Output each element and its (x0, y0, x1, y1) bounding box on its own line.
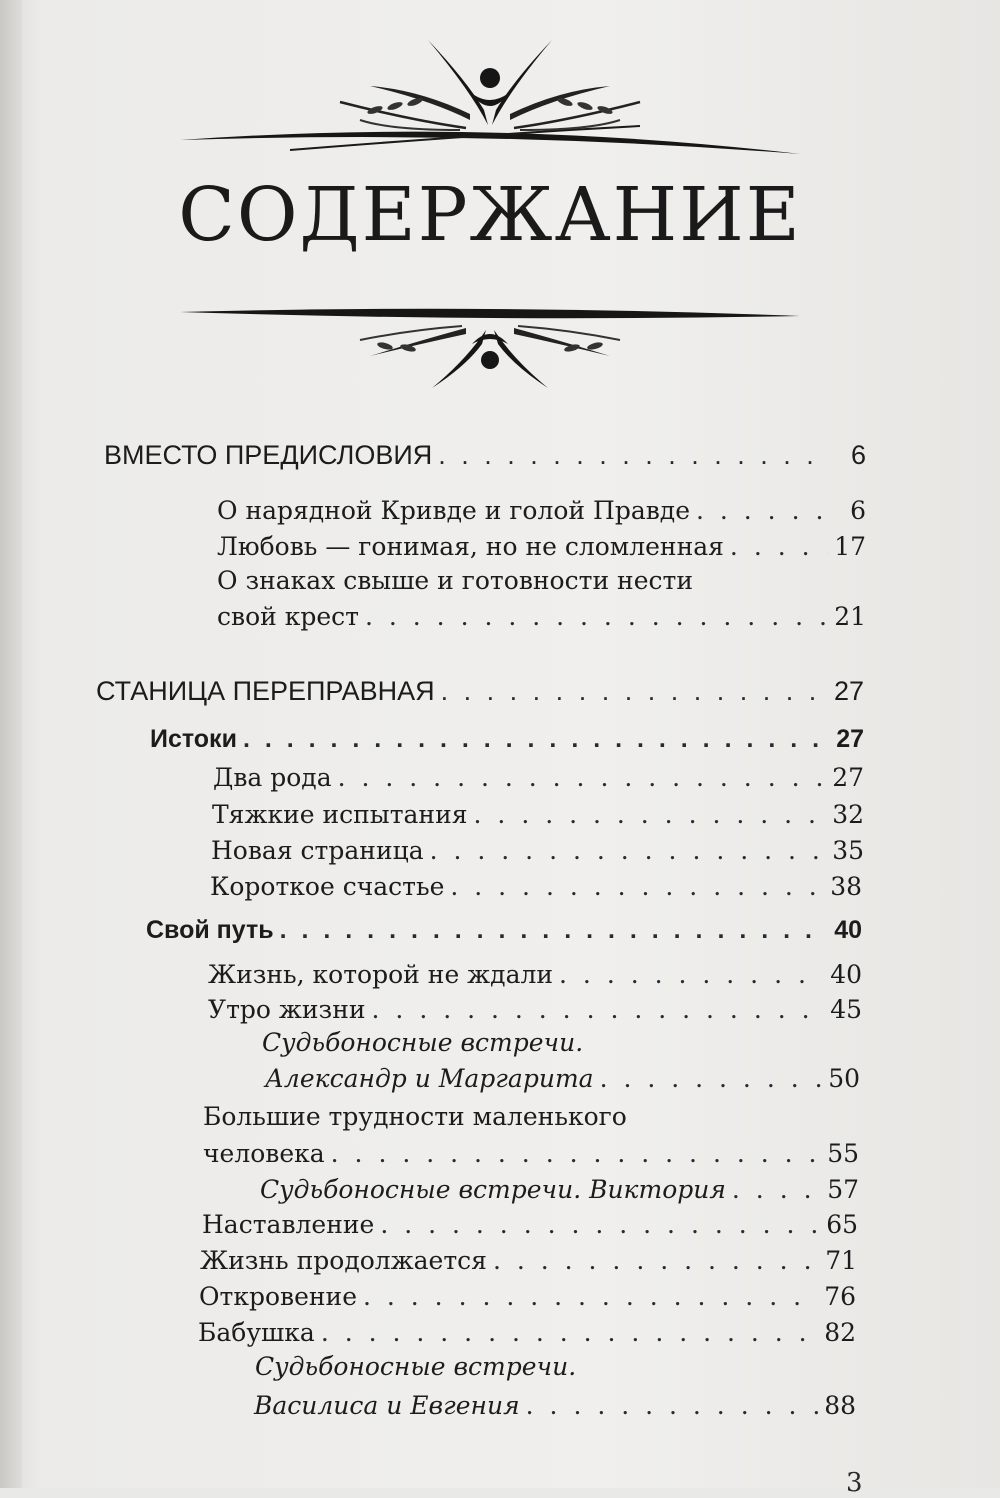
toc-page-number: 57 (827, 1175, 859, 1204)
toc-entry[interactable] (217, 534, 866, 559)
toc-leader (243, 727, 828, 752)
toc-page-number: 88 (824, 1391, 856, 1420)
toc-page-number: 40 (830, 960, 862, 989)
toc-label: свой крест (217, 602, 359, 631)
toc-label: Тяжкие испытания (212, 800, 468, 829)
toc-entry-line[interactable]: Судьбоносные встречи. (255, 1352, 577, 1381)
toc-label: О нарядной Кривде и голой Правде (217, 496, 690, 525)
toc-section-stanitsa[interactable] (96, 678, 864, 705)
toc-page-number: 21 (834, 602, 866, 631)
toc-page-number: 35 (832, 836, 864, 865)
toc-label: Свой путь (146, 916, 274, 944)
toc-leader (600, 1066, 823, 1091)
toc-page-number: 55 (827, 1139, 859, 1168)
toc-entry[interactable] (212, 802, 864, 827)
toc-entry[interactable] (208, 997, 862, 1022)
toc-leader (363, 1284, 818, 1309)
toc-leader (338, 765, 827, 790)
toc-leader (430, 838, 827, 863)
toc-entry[interactable] (254, 1393, 856, 1418)
toc-leader (280, 918, 826, 943)
toc-page-number: 38 (830, 872, 862, 901)
toc-entry[interactable] (203, 1141, 859, 1166)
toc-label: Новая страница (211, 836, 424, 865)
toc-label: Судьбоносные встречи. Виктория (260, 1175, 726, 1204)
toc-label: СТАНИЦА ПЕРЕПРАВНАЯ (96, 676, 435, 706)
toc-leader (450, 874, 824, 899)
toc-entry[interactable] (265, 1066, 860, 1091)
toc-leader (321, 1320, 818, 1345)
toc-label: Наставление (202, 1210, 375, 1239)
toc-page-number: 6 (850, 440, 866, 470)
toc-part-svoy-put[interactable] (146, 918, 862, 943)
toc-label: Александр и Маргарита (265, 1064, 594, 1093)
toc-page-number: 40 (834, 916, 862, 944)
toc-entry[interactable] (217, 498, 866, 523)
toc-entry-line[interactable]: Большие трудности маленького (203, 1102, 627, 1131)
toc-entry-line[interactable]: Судьбоносные встречи. (262, 1028, 584, 1057)
toc-entry[interactable] (202, 1212, 858, 1237)
toc-leader (474, 802, 827, 827)
toc-label: ВМЕСТО ПРЕДИСЛОВИЯ (104, 440, 433, 470)
toc-page-number: 27 (836, 725, 864, 753)
toc-page-number: 65 (826, 1210, 858, 1239)
toc-leader (441, 678, 828, 705)
toc-label: Короткое счастье (210, 872, 445, 901)
toc-label: Жизнь продолжается (200, 1246, 487, 1275)
toc-label: человека (203, 1139, 325, 1168)
toc-page-number: 27 (832, 763, 864, 792)
toc-entry[interactable] (199, 1284, 856, 1309)
toc-leader (380, 1212, 820, 1237)
toc-page-number: 45 (830, 995, 862, 1024)
toc-leader (331, 1141, 822, 1166)
toc-page-number: 82 (824, 1318, 856, 1347)
page-number: 3 (846, 1468, 863, 1498)
toc-page-number: 76 (824, 1282, 856, 1311)
toc-part-istoki[interactable] (150, 727, 864, 752)
toc-leader (732, 1177, 821, 1202)
page-title: СОДЕРЖАНИЕ (178, 172, 802, 258)
toc-leader (365, 604, 828, 629)
toc-entry[interactable] (260, 1177, 859, 1202)
toc-entry[interactable] (200, 1248, 857, 1273)
toc-entry[interactable] (208, 962, 862, 987)
toc-label: Василиса и Евгения (254, 1391, 520, 1420)
toc-page-number: 71 (825, 1246, 857, 1275)
toc-page-number: 6 (850, 496, 866, 525)
toc-entry[interactable] (213, 765, 864, 790)
toc-leader (696, 498, 830, 523)
toc-page-number: 17 (834, 532, 866, 561)
toc-label: Бабушка (198, 1318, 315, 1347)
toc-label: Откровение (199, 1282, 357, 1311)
toc-label: Любовь — гонимая, но не сломленная (217, 532, 724, 561)
toc-label: Истоки (150, 725, 237, 753)
toc-page-number: 50 (828, 1064, 860, 1093)
toc-label: Жизнь, которой не ждали (208, 960, 554, 989)
toc-page-number: 32 (832, 800, 864, 829)
toc-leader (438, 442, 830, 469)
toc-entry[interactable] (211, 838, 864, 863)
toc-leader (372, 997, 825, 1022)
toc-leader (526, 1393, 819, 1418)
toc-entry[interactable] (210, 874, 862, 899)
toc-entry-line[interactable]: О знаках свыше и готовности нести (217, 566, 694, 595)
toc-leader (493, 1248, 819, 1273)
toc-label: Два рода (213, 763, 332, 792)
toc-entry[interactable] (217, 604, 866, 629)
toc-entry[interactable] (198, 1320, 856, 1345)
toc-label: Утро жизни (208, 995, 366, 1024)
toc-leader (559, 962, 824, 987)
toc-page-number: 27 (833, 676, 864, 706)
toc-leader (730, 534, 828, 559)
toc-section-foreword[interactable] (104, 442, 866, 469)
